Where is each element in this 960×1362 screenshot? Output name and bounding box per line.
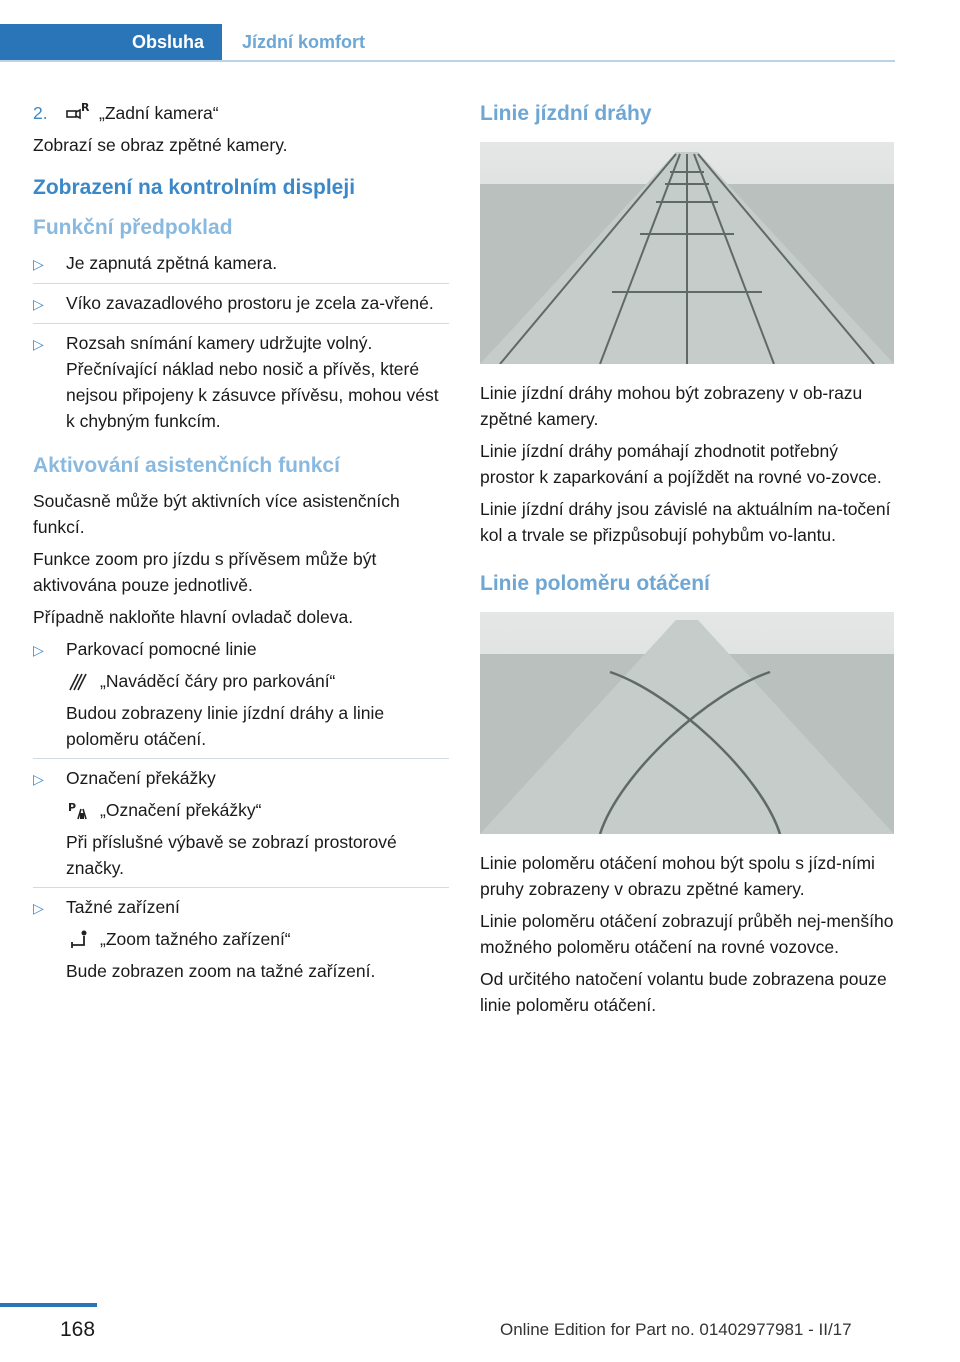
page-number: 168 bbox=[60, 1318, 96, 1341]
turning-radius-illustration bbox=[480, 612, 894, 834]
triangle-bullet-icon: ▷ bbox=[33, 642, 44, 658]
list-item: ▷ Rozsah snímání kamery udržujte volný. Přečnívající náklad nebo nosič a přívěs, které nejsou připojeny k zásuvce přívěsu, mohou vést k chybným funkcím. bbox=[33, 330, 449, 440]
tab-obsluha[interactable]: Obsluha bbox=[0, 24, 222, 60]
function-label: „Zoom tažného zařízení“ bbox=[100, 929, 291, 949]
step-label: „Zadní kamera“ bbox=[99, 103, 219, 123]
list-item bbox=[33, 636, 449, 759]
list-item bbox=[33, 894, 449, 990]
step-text: Zobrazí se obraz zpětné kamery. bbox=[33, 135, 288, 155]
radius-p2: Linie poloměru otáčení zobrazují průběh nej‐menšího možného poloměru otáčení na rovné vozovce. bbox=[480, 911, 894, 957]
radius-p3: Od určitého natočení volantu bude zobrazena pouze linie poloměru otáčení. bbox=[480, 969, 887, 1015]
step-2 bbox=[33, 100, 449, 126]
heading-activate: Aktivování asistenčních funkcí bbox=[33, 454, 340, 477]
function-title: Parkovací pomocné linie bbox=[66, 639, 257, 659]
activate-p3: Případně nakloňte hlavní ovladač doleva. bbox=[33, 607, 354, 627]
list-item bbox=[33, 765, 449, 888]
triangle-bullet-icon: ▷ bbox=[33, 336, 44, 352]
function-desc: Při příslušné výbavě se zobrazí prostorové značky. bbox=[66, 832, 397, 878]
parking-lines-icon bbox=[66, 670, 92, 692]
footer-bar bbox=[0, 1303, 97, 1307]
triangle-bullet-icon: ▷ bbox=[33, 900, 44, 916]
svg-text:R: R bbox=[81, 101, 90, 114]
right-column bbox=[480, 100, 896, 1024]
heading-prereq: Funkční předpoklad bbox=[33, 216, 233, 239]
triangle-bullet-icon: ▷ bbox=[33, 771, 44, 787]
function-title: Tažné zařízení bbox=[66, 897, 180, 917]
tow-hitch-icon bbox=[66, 928, 92, 950]
lane-lines-illustration bbox=[480, 142, 894, 364]
function-label: „Označení překážky“ bbox=[100, 800, 262, 820]
heading-lanes: Linie jízdní dráhy bbox=[480, 102, 652, 125]
edition-text: Online Edition for Part no. 01402977981 - II/17 bbox=[500, 1320, 852, 1339]
triangle-bullet-icon: ▷ bbox=[33, 256, 44, 272]
triangle-bullet-icon: ▷ bbox=[33, 296, 44, 312]
heading-display: Zobrazení na kontrolním displeji bbox=[33, 176, 356, 199]
rear-camera-icon bbox=[65, 100, 91, 122]
obstacle-marking-icon bbox=[66, 799, 92, 821]
function-desc: Budou zobrazeny linie jízdní dráhy a linie poloměru otáčení. bbox=[66, 703, 385, 749]
heading-radius: Linie poloměru otáčení bbox=[480, 572, 710, 595]
lanes-p1: Linie jízdní dráhy mohou být zobrazeny v ob‐razu zpětné kamery. bbox=[480, 383, 863, 429]
lanes-p3: Linie jízdní dráhy jsou závislé na aktuálním na‐točení kol a trvale se přizpůsobují pohybům vo‐lantu. bbox=[480, 499, 891, 545]
activate-p1: Současně může být aktivních více asistenčních funkcí. bbox=[33, 491, 400, 537]
radius-p1: Linie poloměru otáčení mohou být spolu s jízd‐ními pruhy zobrazeny v obrazu zpětné kamery. bbox=[480, 853, 875, 899]
function-desc: Bude zobrazen zoom na tažné zařízení. bbox=[66, 961, 376, 981]
lanes-p2: Linie jízdní dráhy pomáhají zhodnotit potřebný prostor k zaparkování a pojíždět na rovné vo‐zovce. bbox=[480, 441, 882, 487]
function-list bbox=[33, 636, 449, 990]
left-column bbox=[33, 100, 449, 996]
activate-p2: Funkce zoom pro jízdu s přívěsem může být aktivována pouze jednotlivě. bbox=[33, 549, 377, 595]
list-item: ▷ Je zapnutá zpětná kamera. bbox=[33, 250, 449, 284]
function-label: „Naváděcí čáry pro parkování“ bbox=[100, 671, 336, 691]
svg-text:P: P bbox=[68, 801, 77, 814]
header-tabs bbox=[0, 24, 895, 62]
prereq-list bbox=[33, 250, 449, 440]
header-divider bbox=[0, 60, 895, 62]
function-title: Označení překážky bbox=[66, 768, 216, 788]
list-item: ▷ Víko zavazadlového prostoru je zcela za‐vřené. bbox=[33, 290, 449, 324]
step-number: 2. bbox=[33, 103, 48, 123]
tab-jizdni-komfort[interactable]: Jízdní komfort bbox=[242, 31, 366, 52]
